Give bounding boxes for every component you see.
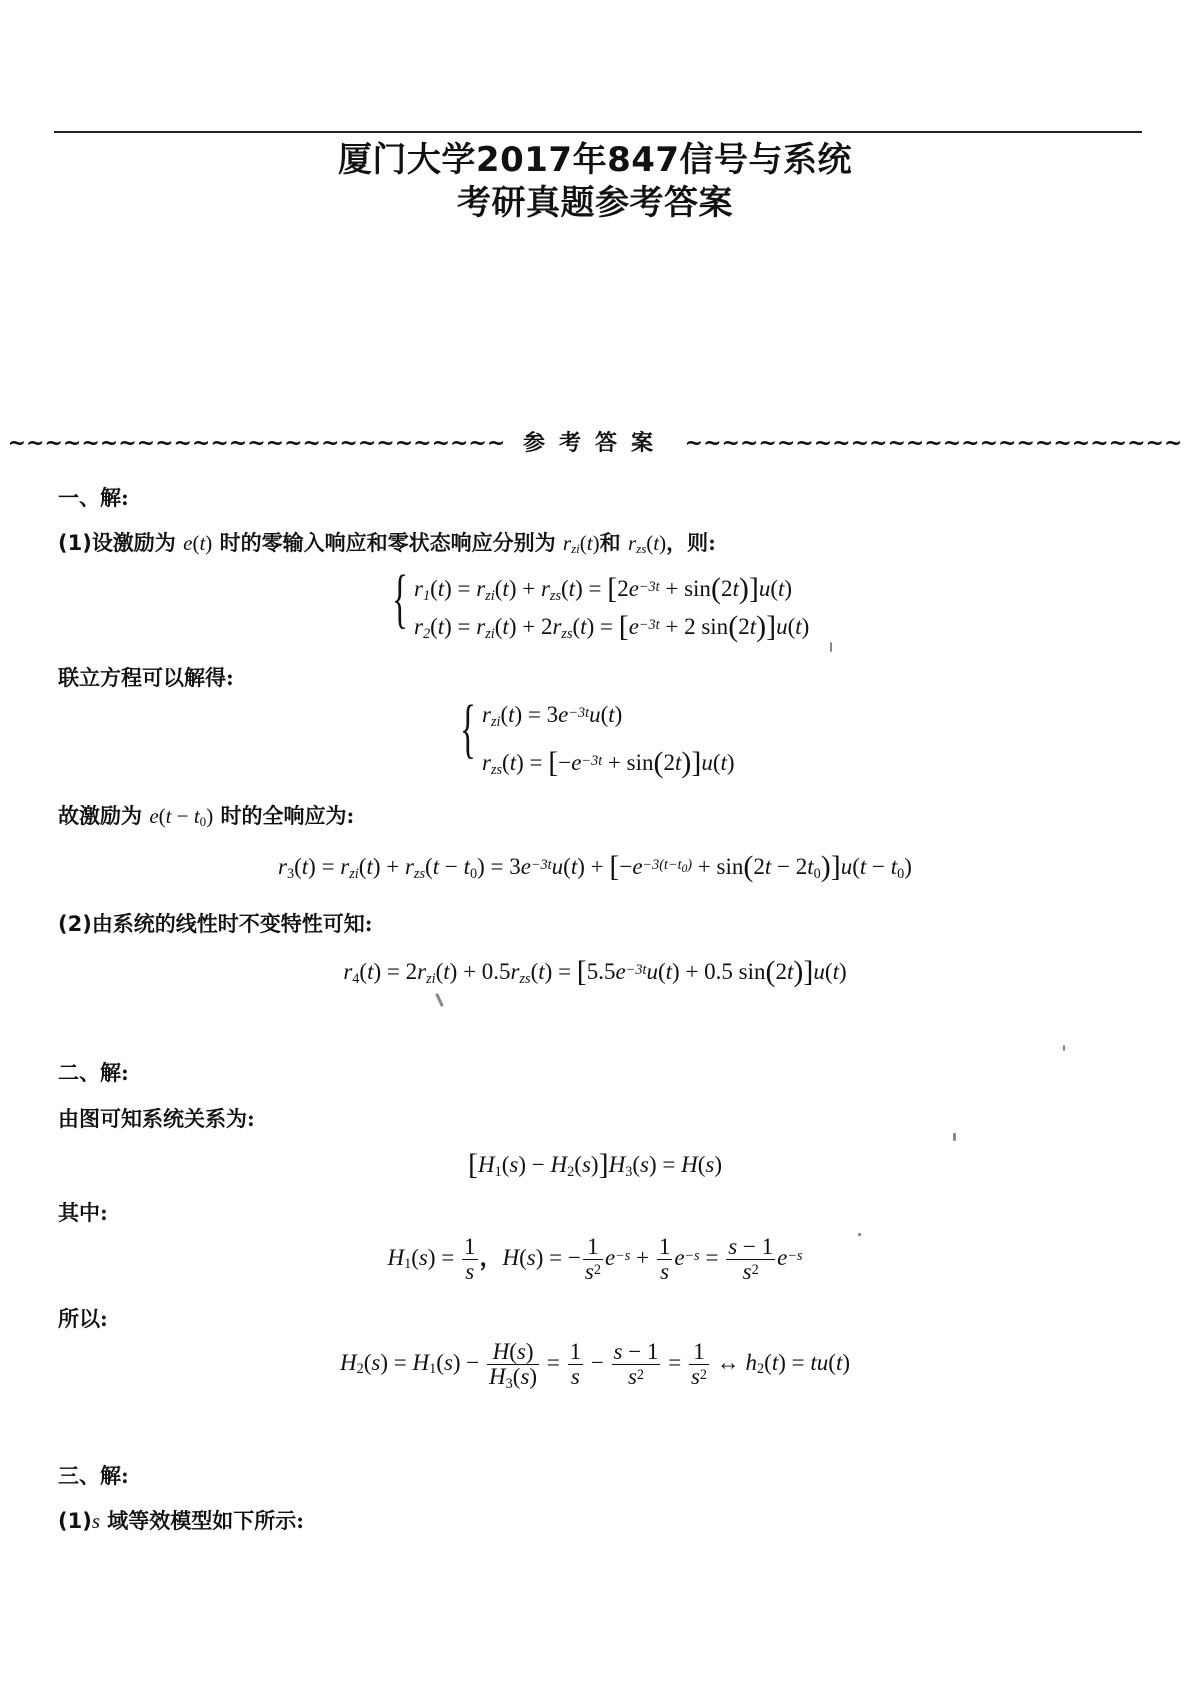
equation-rzi: $r_{zi}(t) = 3e^{-3t}u(t)$ (482, 702, 623, 730)
part-number: (2) (58, 912, 92, 936)
banner-word: 参考答案 (522, 430, 667, 456)
fraction: $\frac{1}{s}$ (464, 1234, 476, 1285)
part1-text-a: 设激励为 (91, 530, 176, 555)
fraction: $\frac{H(s)}{H_3(s)}$ (489, 1339, 538, 1392)
equation-r1: $r_1(t) = r_{zi}(t) + r_{zs}(t) = [2e^{-3t} + \sin(2t)]u(t)$ (414, 572, 793, 605)
equation-system-2 (460, 692, 790, 786)
part1-text-c: 和 (599, 530, 621, 555)
fraction: $\frac{1}{s}$ (569, 1339, 582, 1390)
scan-speck (435, 993, 444, 1007)
section3-heading: 三、解: (58, 1463, 129, 1488)
where-text: 其中: (58, 1200, 108, 1225)
math-e-t: e(t) (183, 531, 213, 555)
top-rule (54, 131, 1142, 133)
banner-tilde-right: ~~~~~~~~~~~~~~~~~~~~~~~~~~~ (684, 430, 1183, 456)
equation-system-1 (392, 562, 832, 650)
document-title-line-1: 厦门大学2017年847信号与系统 (337, 140, 853, 180)
equation-rzs: $r_{zs}(t) = [-e^{-3t} + \sin(2t)]u(t)$ (482, 746, 735, 779)
fraction: $\frac{1}{s^2}$ (584, 1234, 601, 1285)
fraction: $\frac{s - 1}{s^2}$ (613, 1339, 659, 1390)
section3-part1-text (58, 1505, 304, 1535)
scan-speck (858, 1233, 861, 1236)
scan-speck (953, 1133, 956, 1141)
part2-text: 由系统的线性时不变特性可知: (91, 911, 373, 936)
equation-r4: $r_4(t) = 2r_{zi}(t) + 0.5r_{zs}(t) = [5.5e^{-3t}u(t) + 0.5$ sin(2t)]u(t) (343, 955, 847, 988)
section1-part1-text (58, 527, 716, 557)
equation-r3: $r_3(t) = r_{zi}(t) + r_{zs}(t - t_0) = 3e^{-3t}u(t) + [-e^{-3(t-t_0)} + \sin(2t - 2t_0)]u(t - t_0)$ (278, 850, 912, 883)
fraction: $\frac{s - 1}{s^2}$ (728, 1234, 774, 1285)
section1-heading: 一、解: (58, 485, 129, 510)
banner-tilde-left: ~~~~~~~~~~~~~~~~~~~~~~~~~~~ (7, 430, 506, 456)
part-number: (1) (58, 531, 92, 555)
fraction: $\frac{1}{s^2}$ (690, 1339, 708, 1390)
equation-h1-h: $H_1(s)$ = $\frac{1}{s}$ ，H(s) = − $\frac{1}{s^2}$ $e^{-s}$ + $\frac{1}{s}$ $e^{-s}$ = $\frac{s - 1}{s^2}$ $e^{-s}$ (387, 1234, 803, 1285)
solve-text: 联立方程可以解得: (58, 665, 234, 690)
scan-speck (830, 642, 832, 652)
equation-h2: $H_2(s) = H_1(s)$ − $\frac{H(s)}{H_3(s)}$ = $\frac{1}{s}$ − $\frac{s - 1}{s^2}$ = $\frac{1}{s^2}$ ↔ $h_2(t) = tu(t)$ (340, 1339, 850, 1392)
answer-banner (0, 426, 1190, 457)
math-rzs: $r_{zs}(t)$ (627, 531, 667, 557)
fraction: $\frac{1}{s}$ (658, 1234, 671, 1285)
part1-text: 域等效模型如下所示: (100, 1508, 305, 1533)
math-e-t-t0: $e(t - t_0)$ (149, 804, 214, 830)
section1-part2-text (58, 908, 373, 938)
math-rzi: $r_{zi}(t)$ (562, 531, 600, 557)
part-number: (1) (58, 1509, 92, 1533)
delay-text (58, 800, 354, 830)
brace: { (460, 692, 476, 765)
relation-text: 由图可知系统关系为: (58, 1106, 255, 1131)
math-s: s (91, 1509, 100, 1533)
section2-heading: 二、解: (58, 1060, 129, 1085)
part1-text-d: ，则: (666, 530, 716, 555)
delay-text-a: 故激励为 (58, 803, 142, 828)
part1-text-b: 时的零输入响应和零状态响应分别为 (219, 530, 556, 555)
document-title-line-2: 考研真题参考答案 (457, 183, 733, 223)
equation-system-relation: $[H_1(s) - H_2(s)]H_3(s) = H(s)$ (468, 1148, 722, 1181)
scan-speck (1063, 1045, 1065, 1051)
brace: { (392, 562, 408, 635)
so-text: 所以: (58, 1306, 108, 1331)
delay-text-b: 时的全响应为: (220, 803, 355, 828)
equation-r2: $r_2(t) = r_{zi}(t) + 2r_{zs}(t) = [e^{-3t} + 2$ sin(2t)]u(t) (414, 610, 810, 643)
